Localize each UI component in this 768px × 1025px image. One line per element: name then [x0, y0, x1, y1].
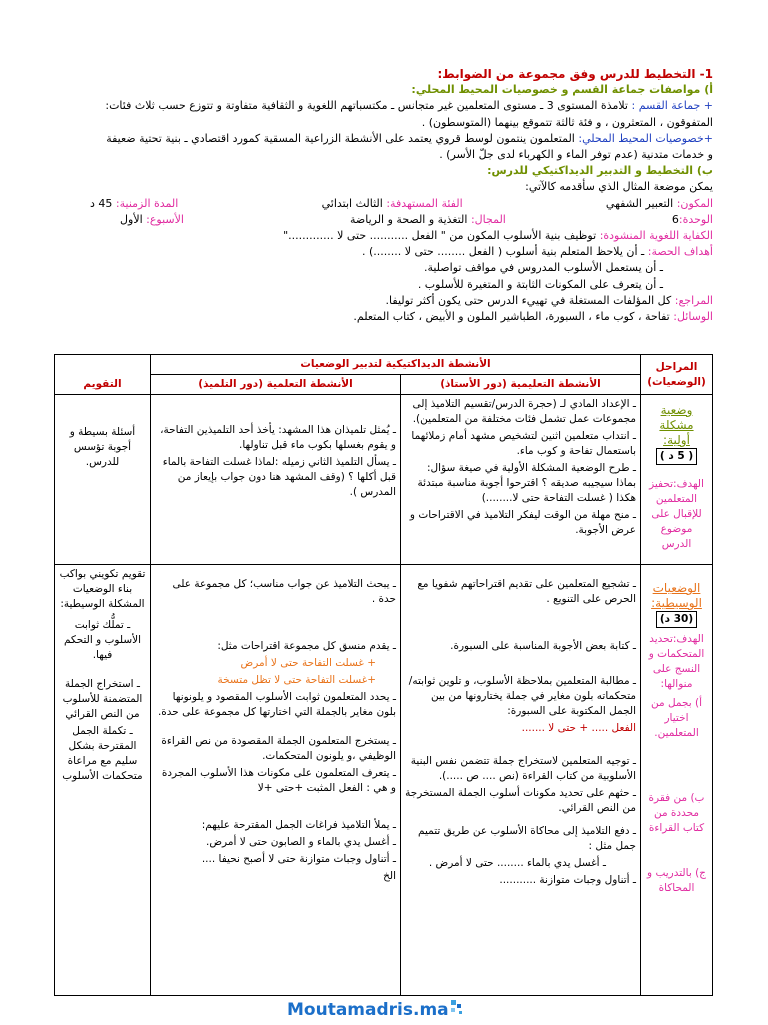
eval-2-item: ـ استخراج الجملة المتضمنة للأسلوب من النص القرائي: [62, 678, 143, 720]
section-title: 1- التخطيط للدرس وفق مجموعة من الضوابط:: [437, 67, 713, 81]
col-eval-header: التقويم: [54, 355, 150, 395]
objective-3: ـ أن يتعرف على المكونات الثابتة و المتغيرة للأسلوب .: [417, 277, 663, 291]
objective-2: ـ أن يستعمل الأسلوب المدروس في مواقف تواصلية.: [423, 261, 663, 275]
lesson-table: [54, 354, 713, 996]
teacher-cell-2: [401, 565, 641, 996]
eval-2-item: ـ تكملة الجمل المقترحة بشكل سليم مع مراعاة متحكمات الأسلوب: [62, 725, 143, 782]
references-value: كل المؤلفات المستغلة في تهييء الدرس حتى يكون أكثر توليفا.: [385, 293, 672, 307]
target-value: الثالث ابتدائي: [321, 196, 383, 210]
teacher-2-item: ـ حثهم على تحديد مكونات أسلوب الجملة المستخرجة من النص القرائي.: [405, 787, 636, 814]
student-2-item: ـ يقدم منسق كل مجموعة اقتراحات مثل:: [217, 640, 396, 652]
week-value: الأول: [120, 212, 143, 226]
duration-value: 45 د: [90, 196, 113, 210]
subsection-a-title: أ) مواصفات جماعة القسم و خصوصيات المحيط المحلي:: [411, 83, 713, 97]
svg-text:Moutamadris.ma: Moutamadris.ma: [287, 1000, 449, 1020]
field-label: المجال:: [470, 212, 506, 226]
teacher-1-item: ـ منح مهلة من الوقت ليفكر التلاميذ في الاقتراحات و عرض الأجوبة.: [409, 509, 636, 536]
stage-2-a: أ) بجمل من اختيار المتعلمين.: [650, 697, 703, 739]
student-2-example: + غسلت التفاحة حتى لا أمرض: [240, 657, 376, 669]
eval-2-item: تقويم تكويني بواكب بناء الوضعيات المشكلة الوسيطية:: [59, 568, 146, 610]
teacher-2-item: ـ أتناول وجبات متوازنة ...........: [499, 874, 636, 886]
col-student-header: الأنشطة التعلمية (دور التلميذ): [150, 375, 400, 395]
stage-cell-1: [641, 395, 713, 565]
meta-row-1: [40, 196, 713, 212]
component-value: التعبير الشفهي: [605, 196, 674, 210]
stage-2-b: ب) من فقرة محددة من كتاب القراءة: [648, 792, 705, 834]
unit-value: 6: [671, 212, 679, 226]
col-stages-header: المراحل (الوضعيات): [641, 355, 713, 395]
week-label: الأسبوع:: [146, 212, 184, 226]
student-2-item: ـ يملأ التلاميذ فراغات الجمل المقترحة عليهم:: [201, 819, 396, 831]
class-group-line-2: المتفوقون ، المتعثرون ، و فئة ثالثة تتموقع بينهما (المتوسطون) .: [421, 115, 713, 129]
references-line: [40, 293, 713, 309]
target-label: الفئة المستهدفة:: [386, 196, 463, 210]
env-line: [40, 131, 713, 147]
table-row: [54, 565, 712, 996]
env-text: المتعلمون ينتمون لوسط قروي يعتمد على الأنشطة الزراعية المسقية كمورد اقتصادي ـ بنية تحتية ضعيفة: [106, 131, 575, 145]
duration-label: المدة الزمنية:: [115, 196, 179, 210]
teacher-cell-1: [401, 395, 641, 565]
field-value: التغذية و الصحة و الرياضة: [349, 212, 468, 226]
teacher-2-item: ـ توجيه المتعلمين لاستخراج جملة تتضمن نفس البنية الأسلوبية من كتاب القراءة (نص .... ص .....).: [410, 755, 636, 782]
references-label: المراجع:: [674, 293, 713, 307]
eval-2-item: ـ تملُّك ثوابت الأسلوب و التحكم فيها.: [63, 619, 142, 661]
stage-2-goal: الهدف:تحديد المتحكمات و النسج على منوالها:: [648, 633, 705, 690]
table-row: [54, 395, 712, 565]
means-value: تفاحة ، كوب ماء ، السبورة، الطباشير الملون و الأبيض ، كتاب المتعلم.: [353, 310, 670, 324]
class-group-label: + جماعة القسم :: [631, 99, 713, 113]
env-line-2: و خدمات متدنية (عدم توفر الماء و الكهرباء لدى جلّ الأسر) .: [439, 148, 713, 162]
stage-2-time: (30 د): [645, 611, 708, 628]
meta-row-2: [40, 212, 713, 228]
subsection-b-title: ب) التخطيط و التدبير الديداكتيكي للدرس:: [487, 164, 713, 178]
means-line: [40, 309, 713, 325]
col-teacher-header: الأنشطة التعليمية (دور الأستاذ): [401, 375, 641, 395]
student-2-item: ـ أغسل يدي بالماء و الصابون حتى لا أمرض.: [206, 836, 396, 848]
student-cell-1: [150, 395, 400, 565]
student-cell-2: [150, 565, 400, 996]
teacher-1-item: ـ طرح الوضعية المشكلة الأولية في صيغة سؤال: بماذا سيجيبه صديقه ؟ اقترحوا أجوبة مناسبة مبتدئة هكذا ( غسلت التفاحة حتى لا........): [417, 462, 636, 504]
competence-label: الكفاية اللغوية المنشودة:: [599, 229, 713, 243]
competence-line: [40, 228, 713, 244]
unit-label: الوحدة:: [678, 212, 713, 226]
student-2-item: ـ يتعرف المتعلمون على مكونات هذا الأسلوب المجردة و هي : الفعل المثبت +حتى +لا: [161, 767, 396, 794]
teacher-1-item: ـ انتداب متعلمين اثنين لتشخيص مشهد أمام زملائهما باستعمال تفاحة و كوب ماء.: [411, 430, 636, 457]
objectives-label: أهداف الحصة:: [647, 245, 713, 259]
logo-graphic: [285, 996, 485, 1022]
class-group-line: [40, 98, 713, 114]
student-2-item: ـ يستخرج المتعلمون الجملة المقصودة من نص القراءة الوظيفي ،و يلونون المتحكمات.: [161, 735, 396, 762]
eval-cell-1: أسئلة بسيطة و أجوبة تؤسس للدرس.: [54, 395, 150, 565]
stage-2-title: الوضعيات الوسيطية:: [651, 581, 702, 610]
teacher-2-item: ـ تشجيع المتعلمين على تقديم اقتراحاتهم شفويا مع الحرص على التنويع .: [417, 578, 636, 605]
student-2-example: +غسلت التفاحة حتى لا تظل متسخة: [217, 674, 376, 686]
teacher-2-formula: الفعل ..... + حتى لا .......: [521, 722, 636, 734]
class-group-text: تلامذة المستوى 3 ـ مستوى المتعلمين غير متجانس ـ مكتسباتهم اللغوية و الثقافية متفاوتة و تتوزع حسب ثلاث فئات:: [105, 99, 628, 113]
stage-1-goal: الهدف:تحفيز المتعلمين للإقبال على موضوع الدرس: [649, 478, 704, 550]
stage-1-title: وضعية مشكلة أولية:: [659, 403, 694, 447]
stage-cell-2: [641, 565, 713, 996]
stage-1-time: ( 5 د ): [645, 448, 708, 465]
teacher-2-item: ـ أغسل يدي بالماء ........ حتى لا أمرض .: [428, 857, 606, 869]
col-activities-header: الأنشطة الديداكتيكية لتدبير الوضعيات: [150, 355, 640, 375]
student-2-item: ـ يحدد المتعلمون ثوابت الأسلوب المقصود و يلونونها بلون مغاير بالجملة التي اختارتها كل مجموعة على حدة.: [157, 691, 396, 718]
objectives-line: [40, 244, 713, 260]
competence-value: توظيف بنية الأسلوب المكون من " الفعل ........... حتى لا .............": [283, 229, 597, 243]
component-label: المكون:: [676, 196, 713, 210]
teacher-2-item: ـ كتابة بعض الأجوبة المناسبة على السبورة.: [450, 640, 636, 652]
env-label: +خصوصيات المحيط المحلي:: [578, 131, 713, 145]
lesson-header: [40, 66, 713, 325]
teacher-1-item: ـ الإعداد المادي لـ (حجرة الدرس/تقسيم التلاميذ إلى مجموعات عمل تشمل فئات مختلفة من المتعلمين).: [412, 398, 636, 425]
student-1-item: ـ يُمثل تلميذان هذا المشهد: يأخذ أحد التلميذين التفاحة، و يقوم بغسلها بكوب ماء قبل تناولها.: [160, 424, 396, 451]
student-2-item: الخ: [383, 870, 396, 882]
stage-2-c: ج) بالتدريب و المحاكاة: [647, 867, 706, 894]
student-2-item: ـ أتناول وجبات متوازنة حتى لا أصبح نحيفا ....: [201, 853, 396, 865]
student-2-item: ـ يبحث التلاميذ عن جواب مناسب؛ كل مجموعة على حدة .: [172, 578, 396, 605]
student-1-item: ـ يسأل التلميذ الثاني زميله :لماذا غسلت التفاحة بالماء قبل أكلها ؟ (وقف المشهد هنا دون جواب بإيعاز من المدرس ).: [162, 456, 396, 498]
teacher-2-item: ـ دفع التلاميذ إلى محاكاة الأسلوب عن طريق تتميم جمل مثل :: [418, 825, 636, 852]
means-label: الوسائل:: [673, 310, 713, 324]
teacher-2-item: ـ مطالبة المتعلمين بملاحظة الأسلوب، و تلوين ثوابته/ متحكماته بلون مغاير في جملة يختارونها من بين الجمل المكتوبة على السبورة:: [408, 675, 636, 717]
objective-1: ـ أن يلاحظ المتعلم بنية أسلوب ( الفعل ........ حتى لا ........) .: [361, 245, 645, 259]
intro-line: يمكن موضعة المثال الذي سأقدمه كالآتي:: [525, 180, 713, 194]
eval-cell-2: [54, 565, 150, 996]
site-logo: [285, 996, 485, 1022]
